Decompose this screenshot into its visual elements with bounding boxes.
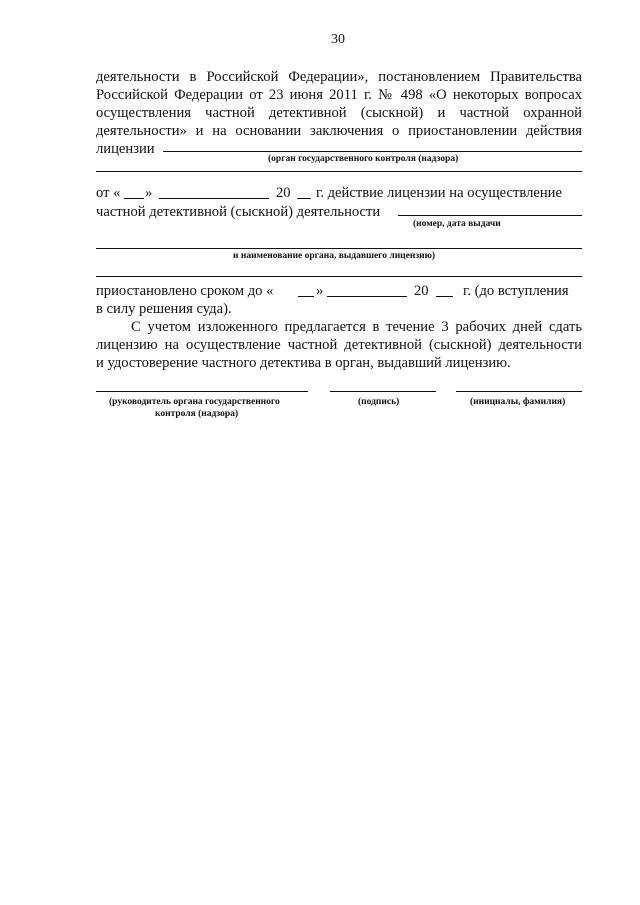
para2-line-2: частной детективной (сыскной) деятельности — [96, 204, 381, 220]
sign-line — [330, 391, 436, 392]
suspended-day-blank — [298, 296, 314, 297]
authority-caption: (орган государственного контроля (надзора) — [268, 154, 459, 164]
page-number: 30 — [331, 32, 345, 47]
head-caption-line-1: (руководитель органа государственного — [109, 397, 280, 407]
suspended-close: » — [316, 283, 324, 299]
suspended-year-blank — [436, 296, 453, 297]
suspended-year-suffix: г. (до вступления — [463, 283, 569, 299]
para1-line-1: деятельности в Российской Федерации», постановлением Правительства — [96, 69, 582, 85]
issuer-blank-line — [96, 248, 582, 249]
para4-line-3: и удостоверение частного детектива в орган, выдавший лицензию. — [96, 355, 511, 371]
from-day-blank — [124, 198, 144, 199]
licence-number-caption: (номер, дата выдачи — [413, 219, 501, 229]
para4-line-2: лицензию на осуществление частной детективной (сыскной) деятельности — [96, 337, 582, 353]
para4-line-1: С учетом изложенного предлагается в течение 3 рабочих дней сдать — [131, 319, 582, 335]
sign-caption: (подпись) — [358, 397, 400, 407]
separator-line-1 — [96, 171, 582, 172]
from-close: » — [145, 185, 153, 201]
para3-line-2: в силу решения суда). — [96, 301, 232, 317]
from-year-prefix: 20 — [276, 185, 291, 201]
para1-line-3: осуществления частной детективной (сыскной) и частной охранной — [96, 105, 582, 121]
suspended-month-blank — [327, 296, 407, 297]
name-line — [456, 391, 582, 392]
licence-number-blank-line — [398, 215, 582, 216]
name-caption: (инициалы, фамилия) — [470, 397, 566, 407]
separator-line-2 — [96, 276, 582, 277]
from-year-suffix: г. действие лицензии на осуществление — [316, 185, 562, 201]
para1-line-4: деятельности» и на основании заключения о приостановлении действия — [96, 123, 582, 139]
from-year-blank — [297, 198, 311, 199]
head-signature-line — [96, 391, 308, 392]
authority-blank-line — [163, 151, 582, 152]
issuer-caption: и наименование органа, выдавшего лицензию) — [233, 251, 436, 261]
from-month-blank — [159, 198, 269, 199]
para1-line-2: Российской Федерации от 23 июня 2011 г. № 498 «О некоторых вопросах — [96, 87, 582, 103]
from-prefix: от « — [96, 185, 121, 201]
suspended-prefix: приостановлено сроком до « — [96, 283, 274, 299]
licence-label: лицензии — [96, 141, 155, 157]
suspended-year-prefix: 20 — [414, 283, 429, 299]
head-caption-line-2: контроля (надзора) — [155, 409, 239, 419]
